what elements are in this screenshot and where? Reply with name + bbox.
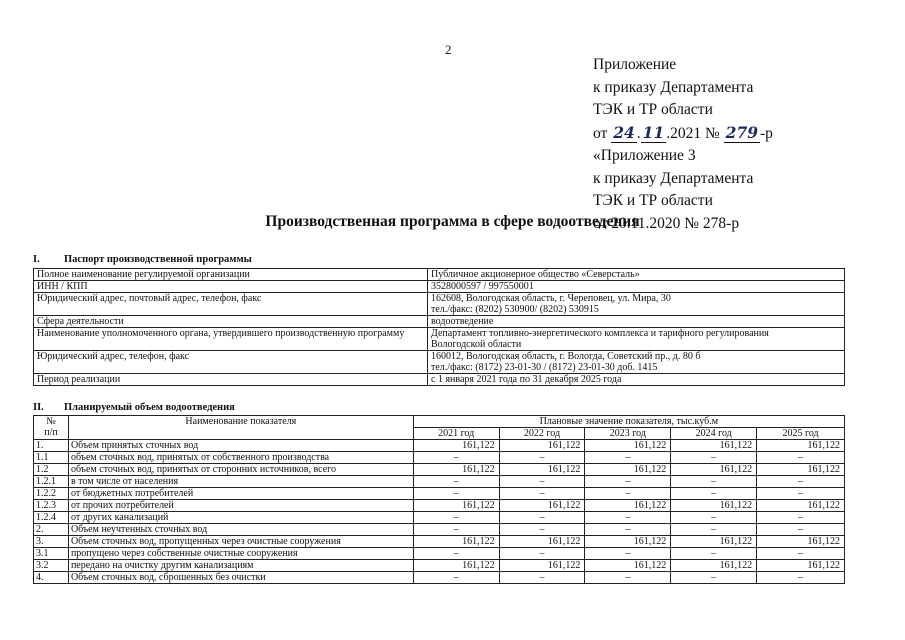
- row-value: –: [499, 512, 585, 524]
- row-number: 1.2.3: [34, 500, 69, 512]
- row-value: –: [585, 488, 671, 500]
- row-value: –: [499, 488, 585, 500]
- row-value: 161,122: [671, 464, 757, 476]
- passport-key: Период реализации: [34, 374, 428, 386]
- column-header-year: 2022 год: [499, 428, 585, 440]
- row-number: 1.: [34, 440, 69, 452]
- row-name: от прочих потребителей: [68, 500, 413, 512]
- row-value: 161,122: [499, 440, 585, 452]
- column-header-number: № п/п: [34, 416, 69, 440]
- row-value: 161,122: [757, 536, 845, 548]
- passport-value: [428, 351, 845, 374]
- row-value: –: [585, 452, 671, 464]
- row-value: 161,122: [585, 560, 671, 572]
- row-value: –: [585, 476, 671, 488]
- row-name: Объем сточных вод, пропущенных через очистные сооружения: [68, 536, 413, 548]
- passport-row: [34, 328, 845, 351]
- row-number: 3.: [34, 536, 69, 548]
- passport-row: [34, 269, 845, 281]
- row-value: –: [671, 512, 757, 524]
- section-number: II.: [33, 402, 44, 413]
- row-value: –: [585, 548, 671, 560]
- row-value: 161,122: [757, 440, 845, 452]
- passport-key: Полное наименование регулируемой организации: [34, 269, 428, 281]
- row-name: в том числе от населения: [68, 476, 413, 488]
- section-heading-volume: [33, 402, 235, 413]
- row-value: 161,122: [585, 440, 671, 452]
- row-value: –: [413, 548, 499, 560]
- table-row: [34, 476, 845, 488]
- row-value: 161,122: [413, 536, 499, 548]
- row-value: 161,122: [757, 500, 845, 512]
- table-row: [34, 548, 845, 560]
- row-value: –: [757, 524, 845, 536]
- row-name: передано на очистку другим канализациям: [68, 560, 413, 572]
- appendix-line: «Приложение 3: [593, 147, 696, 164]
- passport-table: [33, 268, 845, 386]
- passport-value-line: с 1 января 2021 года по 31 декабря 2025 года: [431, 374, 622, 385]
- passport-value-line: Департамент топливно-энергетического комплекса и тарифного регулирования: [431, 328, 769, 339]
- appendix-line: к приказу Департамента: [593, 169, 754, 187]
- row-value: –: [671, 572, 757, 584]
- table-row: [34, 452, 845, 464]
- row-value: 161,122: [499, 464, 585, 476]
- row-value: 161,122: [499, 560, 585, 572]
- row-value: –: [757, 572, 845, 584]
- row-value: –: [757, 488, 845, 500]
- row-value: –: [757, 512, 845, 524]
- section-heading-passport: [33, 254, 252, 265]
- row-name: Объем принятых сточных вод: [68, 440, 413, 452]
- table-row: [34, 524, 845, 536]
- section-title: Паспорт производственной программы: [64, 254, 252, 265]
- passport-row: [34, 351, 845, 374]
- row-value: 161,122: [671, 536, 757, 548]
- row-name: пропущено через собственные очистные сооружения: [68, 548, 413, 560]
- row-value: 161,122: [413, 440, 499, 452]
- row-value: –: [499, 476, 585, 488]
- row-value: –: [413, 452, 499, 464]
- row-value: 161,122: [671, 500, 757, 512]
- handwritten-day: 24: [613, 122, 635, 142]
- row-value: –: [671, 476, 757, 488]
- row-value: –: [757, 548, 845, 560]
- appendix-line: Приложение: [593, 56, 677, 73]
- row-value: –: [671, 548, 757, 560]
- passport-value-line: водоотведение: [431, 316, 494, 327]
- passport-key: Юридический адрес, почтовый адрес, телефон, факс: [34, 293, 428, 316]
- row-value: –: [413, 524, 499, 536]
- row-value: 161,122: [499, 536, 585, 548]
- table-row: [34, 500, 845, 512]
- row-value: –: [413, 476, 499, 488]
- section-title: Планируемый объем водоотведения: [64, 402, 235, 413]
- row-value: 161,122: [757, 560, 845, 572]
- row-value: –: [585, 572, 671, 584]
- passport-row: [34, 316, 845, 328]
- passport-value: [428, 328, 845, 351]
- row-number: 4.: [34, 572, 69, 584]
- row-number: 2.: [34, 524, 69, 536]
- row-value: –: [757, 476, 845, 488]
- appendix-line: от 20.11.2020 № 278-р: [593, 214, 740, 232]
- date-prefix: от: [593, 124, 608, 142]
- passport-key: Наименование уполномоченного органа, утвердившего производственную программу: [34, 328, 428, 351]
- row-value: 161,122: [413, 464, 499, 476]
- appendix-line: ТЭК и ТР области: [593, 192, 713, 209]
- row-value: 161,122: [585, 500, 671, 512]
- passport-value-line: тел./факс: (8202) 530900/ (8202) 530915: [431, 304, 599, 315]
- passport-value-line: 162608, Вологодская область, г. Череповец, ул. Мира, 30: [431, 293, 671, 304]
- row-value: –: [585, 512, 671, 524]
- column-header-year: 2025 год: [757, 428, 845, 440]
- row-value: 161,122: [585, 464, 671, 476]
- column-header-year: 2024 год: [671, 428, 757, 440]
- row-value: –: [499, 452, 585, 464]
- appendix-line: ТЭК и ТР области: [593, 101, 713, 118]
- row-number: 1.2.2: [34, 488, 69, 500]
- row-name: объем сточных вод, принятых от собственного производства: [68, 452, 413, 464]
- row-value: –: [413, 512, 499, 524]
- row-number: 1.1: [34, 452, 69, 464]
- passport-row: [34, 374, 845, 386]
- table-row: [34, 488, 845, 500]
- table-row: [34, 464, 845, 476]
- passport-key: Сфера деятельности: [34, 316, 428, 328]
- passport-key: Юридический адрес, телефон, факс: [34, 351, 428, 374]
- passport-value-line: 3528000597 / 997550001: [431, 281, 534, 292]
- row-value: –: [671, 488, 757, 500]
- column-header-group: Плановые значение показателя, тыс.куб.м: [413, 416, 844, 428]
- handwritten-order-number: 279: [725, 122, 759, 142]
- column-header-year: 2021 год: [413, 428, 499, 440]
- appendix-line: к приказу Департамента: [593, 78, 754, 96]
- passport-value-line: Публичное акционерное общество «Северсталь»: [431, 269, 640, 280]
- column-header-year: 2023 год: [585, 428, 671, 440]
- row-number: 3.1: [34, 548, 69, 560]
- passport-value-line: Вологодской области: [431, 339, 522, 350]
- order-suffix: -р: [760, 124, 773, 142]
- passport-value-line: 160012, Вологодская область, г. Вологда, Советский пр., д. 80 б: [431, 351, 701, 362]
- row-number: 1.2.4: [34, 512, 69, 524]
- table-row: [34, 560, 845, 572]
- row-value: 161,122: [499, 500, 585, 512]
- appendix-order-line: от 24 . 11 .2021 № 279 -р: [593, 122, 773, 142]
- appendix-block: [593, 54, 773, 235]
- document-title: Производственная программа в сфере водоотведения: [265, 213, 640, 230]
- passport-value: [428, 374, 845, 386]
- table-row: [34, 512, 845, 524]
- row-name: Объем сточных вод, сброшенных без очистки: [68, 572, 413, 584]
- row-value: 161,122: [413, 560, 499, 572]
- passport-value: [428, 316, 845, 328]
- row-value: 161,122: [585, 536, 671, 548]
- table-row: [34, 536, 845, 548]
- volume-table: [33, 415, 845, 584]
- row-value: –: [757, 452, 845, 464]
- passport-value: [428, 281, 845, 293]
- column-header-name: Наименование показателя: [68, 416, 413, 440]
- row-value: –: [413, 572, 499, 584]
- passport-value: [428, 293, 845, 316]
- row-value: –: [585, 524, 671, 536]
- row-number: 1.2: [34, 464, 69, 476]
- table-header-row: [34, 416, 845, 428]
- row-number: 3.2: [34, 560, 69, 572]
- row-value: 161,122: [671, 560, 757, 572]
- row-value: 161,122: [757, 464, 845, 476]
- date-year: .2021 №: [666, 124, 720, 142]
- handwritten-month: 11: [642, 122, 665, 142]
- page-number: 2: [445, 42, 452, 57]
- row-number: 1.2.1: [34, 476, 69, 488]
- row-name: объем сточных вод, принятых от сторонних источников, всего: [68, 464, 413, 476]
- row-value: 161,122: [413, 500, 499, 512]
- passport-value-line: тел./факс: (8172) 23-01-30 / (8172) 23-01-30 доб. 1415: [431, 362, 658, 373]
- row-value: –: [671, 452, 757, 464]
- passport-value: [428, 269, 845, 281]
- row-value: –: [499, 572, 585, 584]
- row-value: –: [671, 524, 757, 536]
- passport-key: ИНН / КПП: [34, 281, 428, 293]
- row-name: от бюджетных потребителей: [68, 488, 413, 500]
- row-value: –: [499, 524, 585, 536]
- passport-row: [34, 281, 845, 293]
- row-value: –: [499, 548, 585, 560]
- table-row: [34, 572, 845, 584]
- row-name: от других канализаций: [68, 512, 413, 524]
- row-name: Объем неучтенных сточных вод: [68, 524, 413, 536]
- section-number: I.: [33, 254, 40, 265]
- row-value: 161,122: [671, 440, 757, 452]
- row-value: –: [413, 488, 499, 500]
- table-row: [34, 440, 845, 452]
- passport-row: [34, 293, 845, 316]
